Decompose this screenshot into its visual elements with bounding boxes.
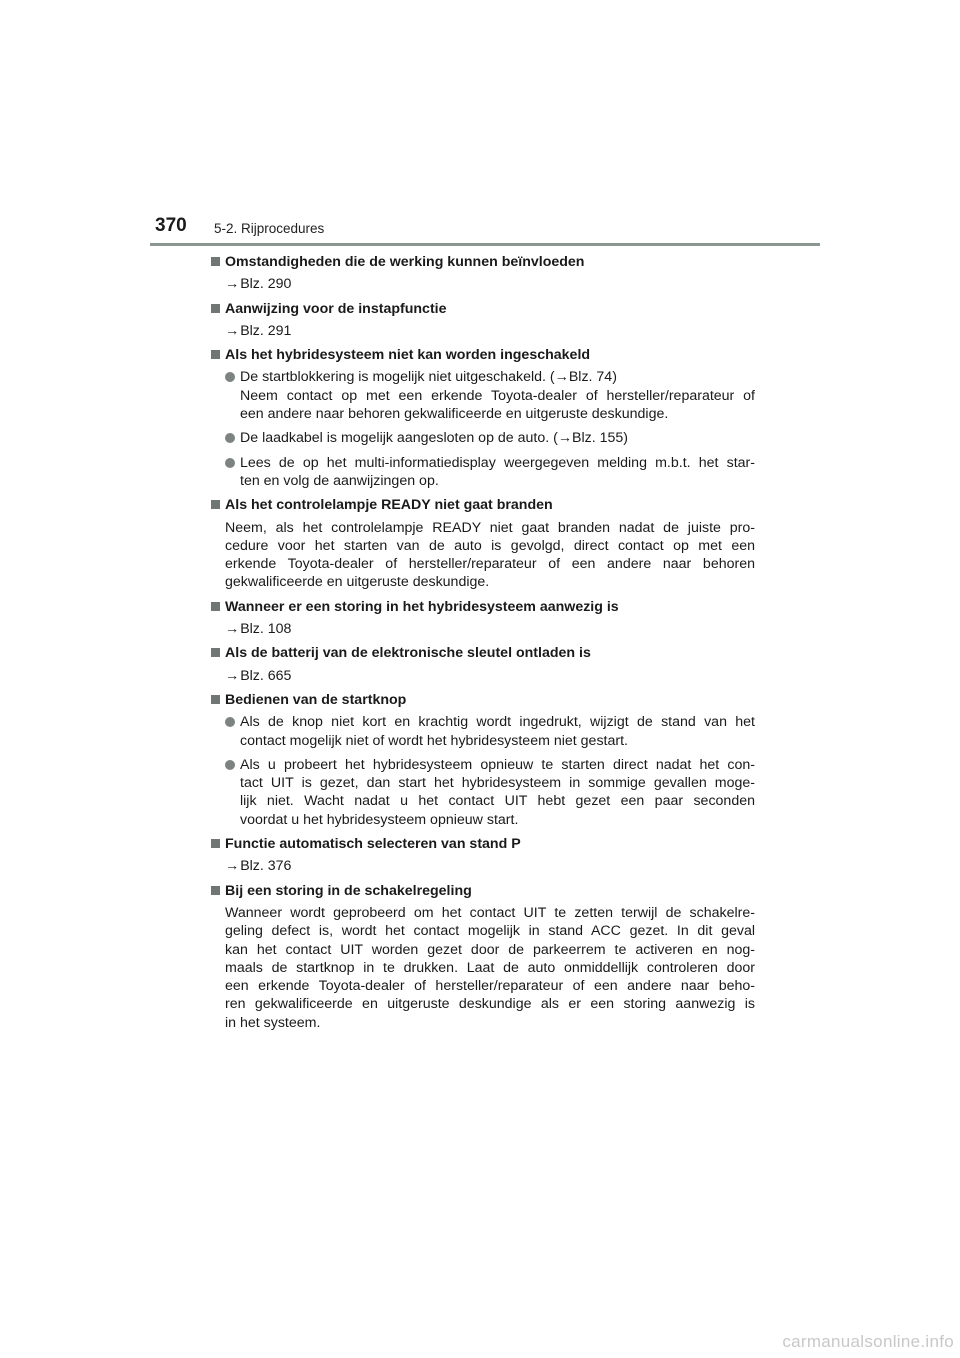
bullet-item: De laadkabel is mogelijk aangesloten op de auto. (→Blz. 155) xyxy=(210,429,755,447)
paragraph: Neem, als het controlelampje READY niet gaat branden nadat de juiste pro- cedure voor het starten van de auto is gevolgd, direct contact op met een erkende Toyota-dealer of hersteller/reparateur of een andere naar behoren gekwalificeerde en uitgeruste deskundige. xyxy=(225,519,755,591)
arrow-icon: → xyxy=(225,858,240,875)
page-number: 370 xyxy=(155,215,187,236)
round-bullet-icon xyxy=(225,458,235,468)
square-bullet-icon xyxy=(211,648,220,657)
square-bullet-icon xyxy=(211,695,220,704)
bullet-item: De startblokkering is mogelijk niet uitgeschakeld. (→Blz. 74) Neem contact op met een erkende Toyota-dealer of hersteller/reparateur of een andere naar behoren gekwalificeerde en uitgeruste deskundige. xyxy=(210,368,755,423)
section-heading: Omstandigheden die de werking kunnen beïnvloeden xyxy=(210,253,755,271)
square-bullet-icon xyxy=(211,886,220,895)
section-heading: Bij een storing in de schakelregeling xyxy=(210,882,755,900)
page-reference: →Blz. 665 xyxy=(225,667,292,684)
arrow-icon: → xyxy=(225,276,240,293)
page-reference: →Blz. 108 xyxy=(225,621,292,638)
arrow-icon: → xyxy=(225,621,240,638)
square-bullet-icon xyxy=(211,257,220,266)
arrow-icon: → xyxy=(554,369,569,386)
bullet-item: Als u probeert het hybridesysteem opnieuw te starten direct nadat het con- tact UIT is gezet, dan start het hybridesysteem in sommige gevallen moge- lijk niet. Wacht nadat u het contact UIT hebt gezet een paar seconden voordat u het hybridesysteem opnieuw start. xyxy=(210,756,755,829)
square-bullet-icon xyxy=(211,304,220,313)
page-reference: →Blz. 376 xyxy=(225,858,292,875)
square-bullet-icon xyxy=(211,602,220,611)
section-heading: Wanneer er een storing in het hybridesysteem aanwezig is xyxy=(210,598,755,616)
round-bullet-icon xyxy=(225,760,235,770)
section-heading: Als het hybridesysteem niet kan worden ingeschakeld xyxy=(210,346,755,364)
round-bullet-icon xyxy=(225,372,235,382)
page-content xyxy=(210,253,755,1032)
section-heading: Als het controlelampje READY niet gaat branden xyxy=(210,496,755,514)
header-divider xyxy=(150,243,820,246)
square-bullet-icon xyxy=(211,350,220,359)
arrow-icon: → xyxy=(557,430,573,447)
round-bullet-icon xyxy=(225,433,235,443)
round-bullet-icon xyxy=(225,717,235,727)
arrow-icon: → xyxy=(225,322,240,339)
bullet-item: Als de knop niet kort en krachtig wordt ingedrukt, wijzigt de stand van het contact mogelijk niet of wordt het hybridesysteem niet gestart. xyxy=(210,713,755,750)
section-heading: Als de batterij van de elektronische sleutel ontladen is xyxy=(210,644,755,662)
arrow-icon: → xyxy=(225,667,240,684)
paragraph: Wanneer wordt geprobeerd om het contact UIT te zetten terwijl de schakelre- geling defect is, wordt het contact mogelijk in stand ACC gezet. In dit geval kan het contact UIT worden gezet door de parkeerrem te activeren en nog- maals de startknop in te drukken. Laat de auto onmiddellijk controleren door een erkende Toyota-dealer of hersteller/reparateur of een andere naar beho- ren gekwalificeerde en uitgeruste deskundige als er een storing aanwezig is in het systeem. xyxy=(225,904,755,1031)
section-heading: Aanwijzing voor de instapfunctie xyxy=(210,300,755,318)
bullet-item: Lees de op het multi-informatiedisplay weergegeven melding m.b.t. het star- ten en volg de aanwijzingen op. xyxy=(210,454,755,491)
square-bullet-icon xyxy=(211,500,220,509)
page-header xyxy=(150,215,820,245)
watermark: carmanualsonline.info xyxy=(782,1332,954,1351)
section-heading: Bedienen van de startknop xyxy=(210,691,755,709)
page-reference: →Blz. 290 xyxy=(225,276,292,293)
section-heading: Functie automatisch selecteren van stand P xyxy=(210,835,755,853)
square-bullet-icon xyxy=(211,839,220,848)
page-reference: →Blz. 291 xyxy=(225,322,292,339)
section-title: 5-2. Rijprocedures xyxy=(214,221,325,236)
